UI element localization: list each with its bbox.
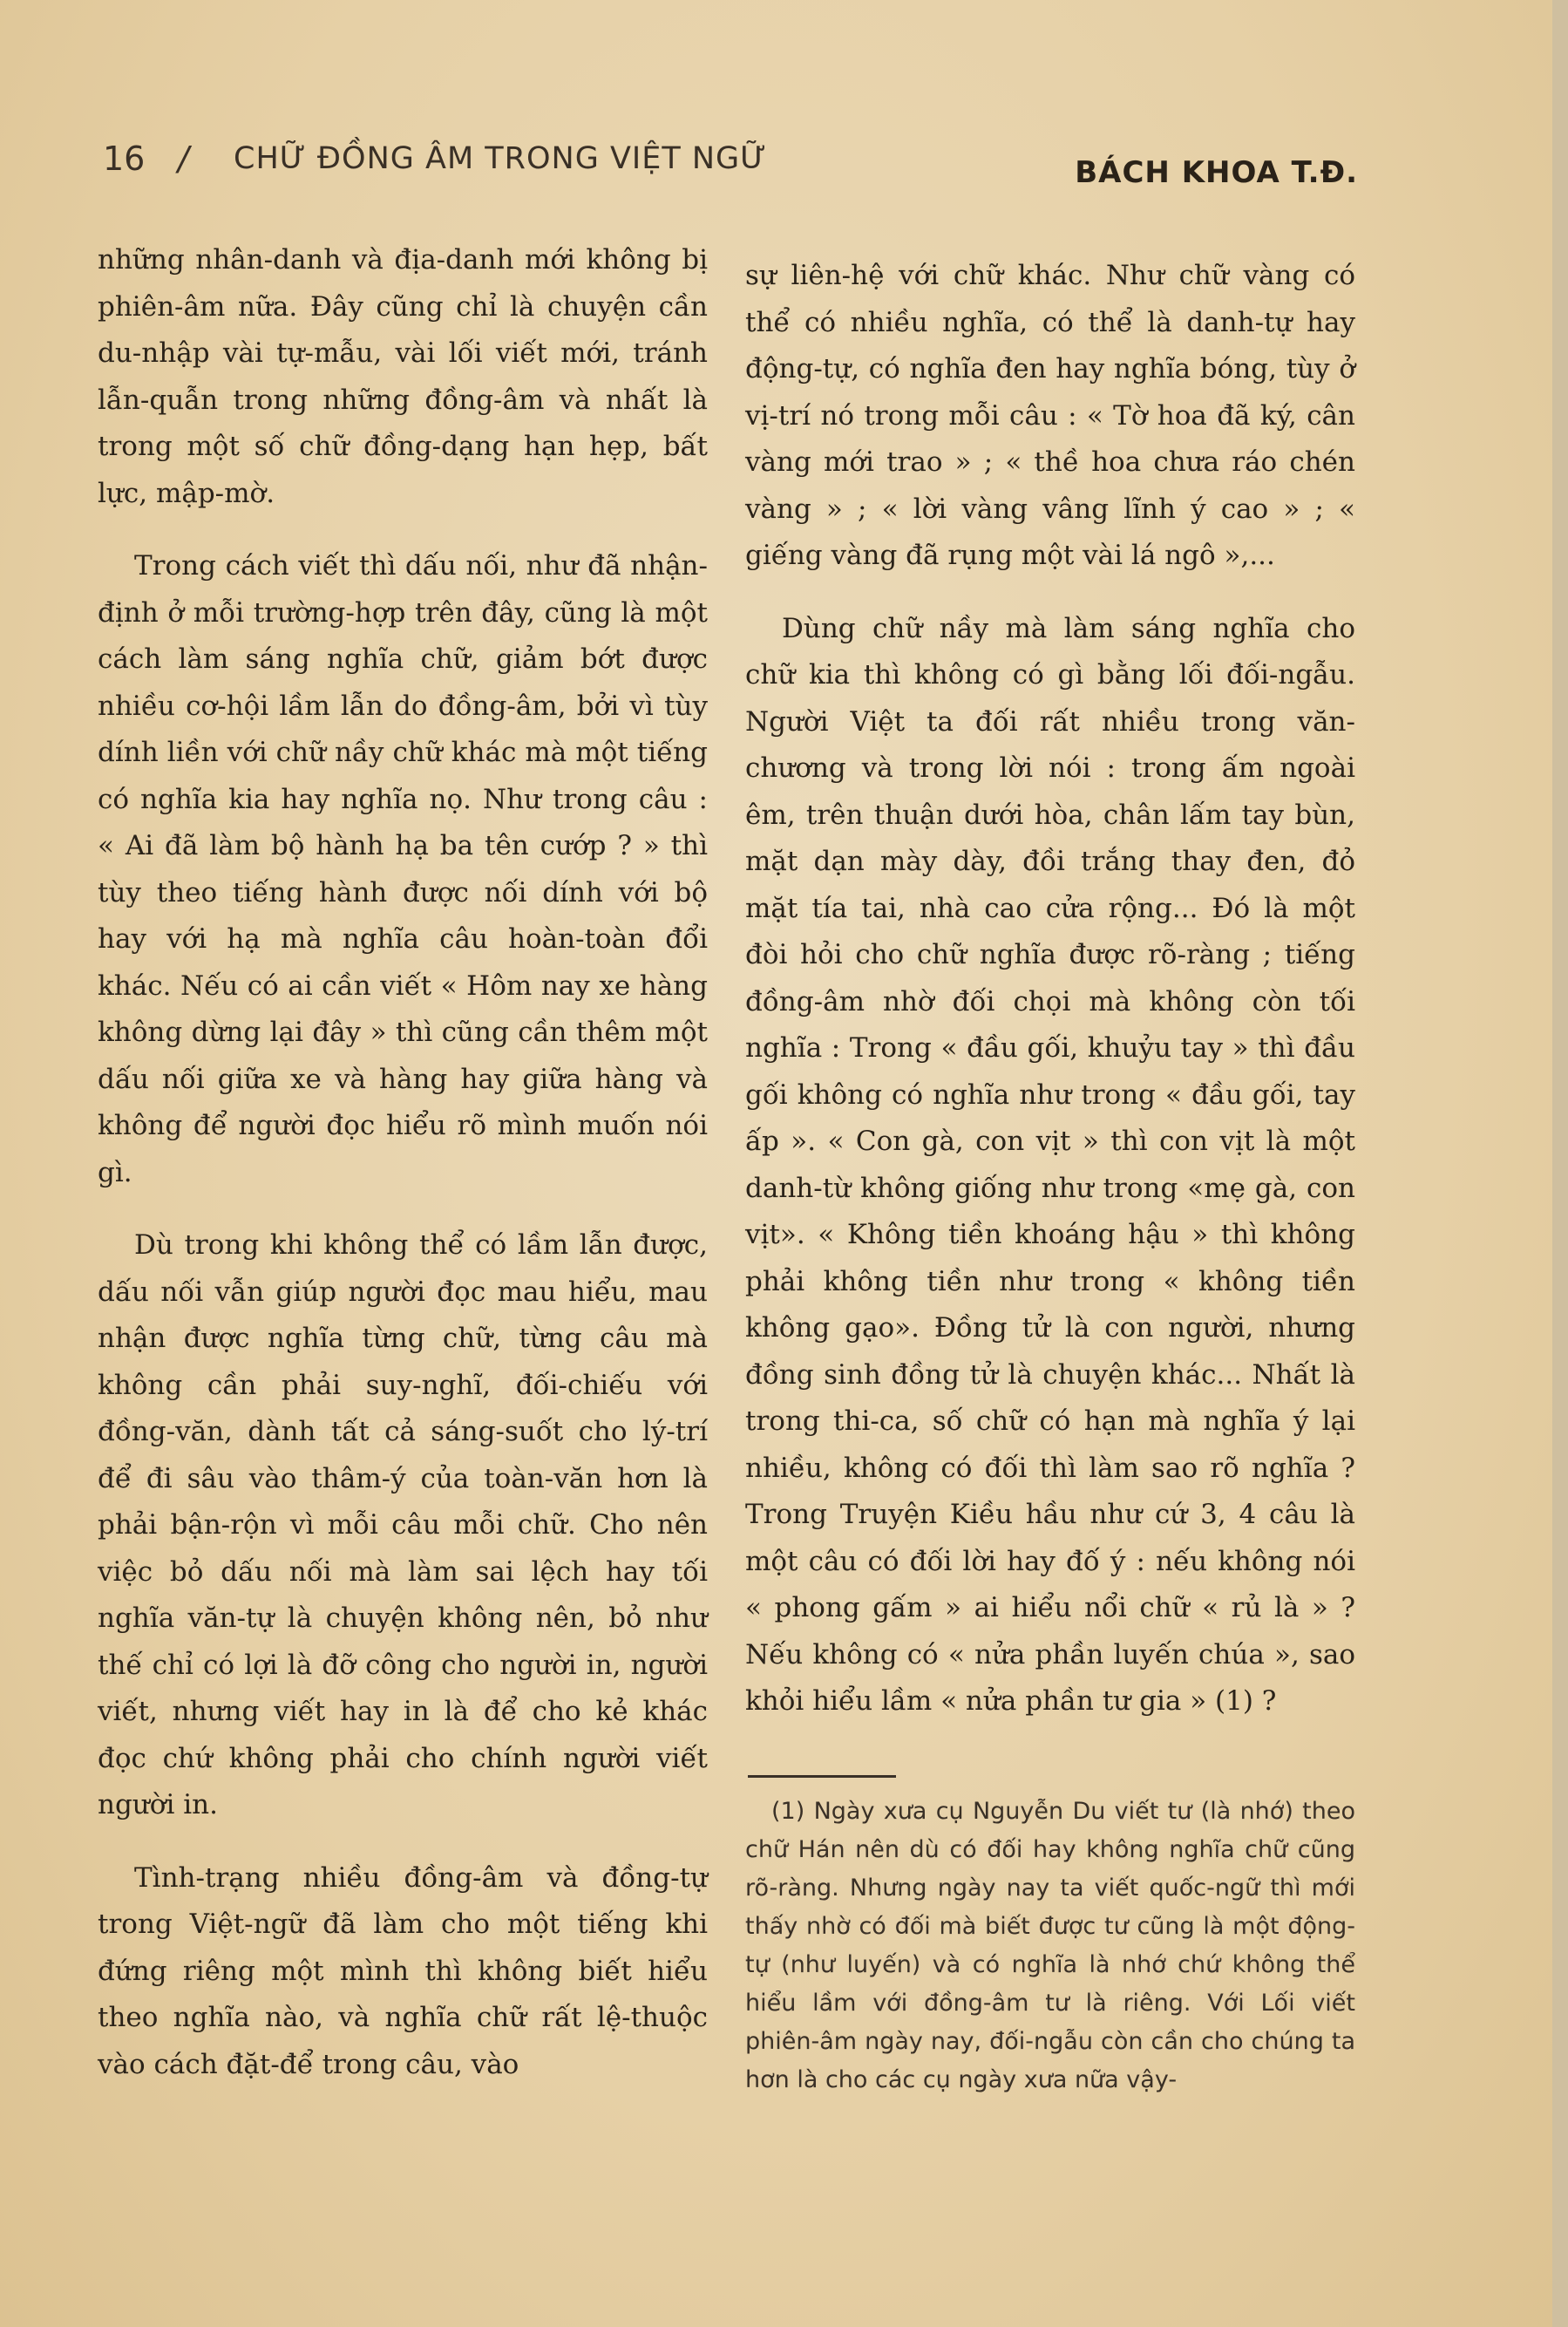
page-edge xyxy=(1552,0,1568,2327)
paragraph: Dùng chữ nầy mà làm sáng nghĩa cho chữ kia thì không có gì bằng lối đối-ngẫu. Người Việt ta đối rất nhiều trong văn-chương và trong lời nói : trong ấm ngoài êm, trên thuận dưới hòa, chân lấm tay bùn, mặt dạn mày dày, đồi trắng thay đen, đỏ mặt tía tai, nhà cao cửa rộng... Đó là một đòi hỏi cho chữ nghĩa được rõ-ràng ; tiếng đồng-âm nhờ đối chọi mà không còn tối nghĩa : Trong « đầu gối, khuỷu tay » thì đầu gối không có nghĩa như trong « đầu gối, tay ấp ». « Con gà, con vịt » thì con vịt là một danh-từ không giống như trong «mẹ gà, con vịt». « Không tiền khoáng hậu » thì không phải không tiền như trong « không tiền không gạo». Đồng tử là con người, nhưng đồng sinh đồng tử là chuyện khác... Nhất là trong thi-ca, số chữ có hạn mà nghĩa ý lại nhiều, không có đối thì làm sao rõ nghĩa ? Trong Truyện Kiều hầu như cứ 3, 4 câu là một câu có đối lời hay đố ý : nếu không nói « phong gấm » ai hiểu nổi chữ « rủ là » ? Nếu không có « nửa phần luyến chúa », sao khỏi hiểu lầm « nửa phần tư gia » (1) ? xyxy=(745,612,1355,1717)
paragraph: những nhân-danh và địa-danh mới không bị phiên-âm nữa. Đây cũng chỉ là chuyện cần du-nhập vài tự-mẫu, vài lối viết mới, tránh lẫn-quẫn trong những đồng-âm và nhất là trong một số chữ đồng-dạng hạn hẹp, bất lực, mập-mờ. xyxy=(98,244,708,509)
page-number: 16 xyxy=(103,139,146,178)
paragraph: Trong cách viết thì dấu nối, như đã nhận-định ở mỗi trường-hợp trên đây, cũng là một cách làm sáng nghĩa chữ, giảm bớt được nhiều cơ-hội lầm lẫn do đồng-âm, bởi vì tùy dính liền với chữ nầy chữ khác mà một tiếng có nghĩa kia hay nghĩa nọ. Như trong câu : « Ai đã làm bộ hành hạ ba tên cướp ? » thì tùy theo tiếng hành được nối dính với bộ hay với hạ mà nghĩa câu hoàn-toàn đổi khác. Nếu có ai cần viết « Hôm nay xe hàng không dừng lại đây » thì cũng cần thêm một dấu nối giữa xe và hàng hay giữa hàng và không để người đọc hiểu rõ mình muốn nói gì. xyxy=(98,550,708,1188)
journal-name: BÁCH KHOA T.Đ. xyxy=(1075,155,1358,190)
header-separator: / xyxy=(178,139,189,178)
left-column xyxy=(98,237,708,2114)
paragraph: Dù trong khi không thể có lầm lẫn được, dấu nối vẫn giúp người đọc mau hiểu, mau nhận được nghĩa từng chữ, từng câu mà không cần phải suy-nghĩ, đối-chiếu với đồng-văn, dành tất cả sáng-suốt cho lý-trí để đi sâu vào thâm-ý của toàn-văn hơn là phải bận-rộn vì mỗi câu mỗi chữ. Cho nên việc bỏ dấu nối mà làm sai lệch hay tối nghĩa văn-tự là chuyện không nên, bỏ như thế chỉ có lợi là đỡ công cho người in, người viết, nhưng viết hay in là để cho kẻ khác đọc chứ không phải cho chính người viết người in. xyxy=(98,1229,708,1820)
footnote xyxy=(745,1793,1355,2099)
footnote-divider xyxy=(748,1775,896,1778)
running-header xyxy=(103,139,1358,192)
paragraph: sự liên-hệ với chữ khác. Như chữ vàng có thể có nhiều nghĩa, có thể là danh-tự hay động-tự, có nghĩa đen hay nghĩa bóng, tùy ở vị-trí nó trong mỗi câu : « Tờ hoa đã ký, cân vàng mới trao » ; « thề hoa chưa ráo chén vàng » ; « lời vàng vâng lĩnh ý cao » ; « giếng vàng đã rụng một vài lá ngô »,... xyxy=(745,260,1355,571)
right-column xyxy=(745,253,1355,1752)
paragraph: Tình-trạng nhiều đồng-âm và đồng-tự trong Việt-ngữ đã làm cho một tiếng khi đứng riêng một mình thì không biết hiểu theo nghĩa nào, và nghĩa chữ rất lệ-thuộc vào cách đặt-để trong câu, vào xyxy=(98,1861,708,2080)
footnote-text: (1) Ngày xưa cụ Nguyễn Du viết tư (là nhớ) theo chữ Hán nên dù có đối hay không nghĩa chữ cũng rõ-ràng. Nhưng ngày nay ta viết quốc-ngữ thì mới thấy nhờ có đối mà biết được tư cũng là một động-tự (như luyến) và có nghĩa là nhớ chứ không thể hiểu lầm với đồng-âm tư là riêng. Với Lối viết phiên-âm ngày nay, đối-ngẫu còn cần cho chúng ta hơn là cho các cụ ngày xưa nữa vậy- xyxy=(745,1798,1355,2093)
article-title: CHỮ ĐỒNG ÂM TRONG VIỆT NGỮ xyxy=(234,141,768,176)
